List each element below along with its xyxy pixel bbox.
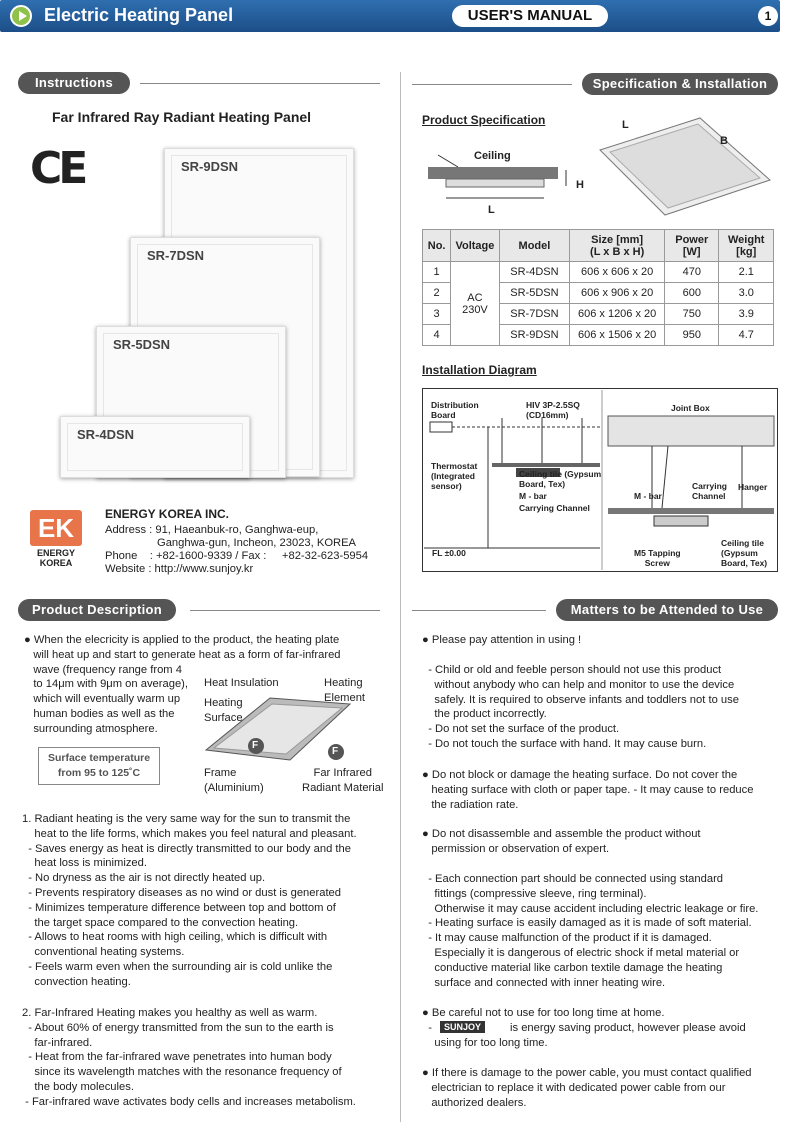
table-cell: 470	[665, 262, 719, 283]
company-website[interactable]: Website : http://www.sunjoy.kr	[105, 563, 254, 575]
column-divider	[400, 72, 401, 1122]
instructions-pill: Instructions	[18, 72, 130, 94]
energy-korea-logo: EK	[30, 510, 82, 546]
m-bar-cross-section	[608, 508, 774, 514]
table-cell: SR-5DSN	[499, 283, 570, 304]
table-cell: 606 x 906 x 20	[570, 283, 665, 304]
description-point-1: 1. Radiant heating is the very same way for the sun to transmit the heat to the life forms, which makes you feel natural and pleasant. - Saves energy as heat is directly transmitted to our body and the heat loss is minimized. - No dryness as the air is not directly heated up. - Prevents respiratory diseases as no wind or dust is generated - Minimizes temperature difference between top and bottom of the target space compared to the convection heating. - Allows to heat rooms with high ceiling, which is difficult with conventional heating systems. - Feels warm even when the surrounding air is cold unlike the convection heating.	[22, 813, 357, 988]
ceiling-bar	[428, 167, 558, 179]
table-cell: 600	[665, 283, 719, 304]
table-header: Model	[499, 230, 570, 262]
matters-pill: Matters to be Attended to Use	[556, 599, 778, 621]
table-cell: 1	[423, 262, 451, 283]
m-bar	[492, 463, 600, 467]
table-cell: 2	[423, 283, 451, 304]
divider	[190, 610, 380, 611]
table-cell: 3.9	[719, 304, 774, 325]
table-header: Weight [kg]	[719, 230, 774, 262]
table-cell: SR-4DSN	[499, 262, 570, 283]
table-cell: 606 x 1506 x 20	[570, 325, 665, 346]
f-label: F	[252, 740, 259, 751]
model-label: SR-9DSN	[181, 159, 239, 174]
table-cell: SR-7DSN	[499, 304, 570, 325]
installation-diagram-title: Installation Diagram	[422, 363, 537, 377]
m-bar-label: M - bar	[519, 491, 547, 501]
fl-label: FL ±0.00	[432, 548, 466, 558]
joint-box-label: Joint Box	[671, 403, 710, 413]
divider	[412, 84, 572, 85]
matters-bullet-4-text: is energy saving product, however please avoid	[510, 1022, 746, 1034]
matters-bullet-4: ● Be careful not to use for too long time at home.	[422, 1007, 665, 1019]
panel-side	[446, 179, 544, 187]
hanger-label: Hanger	[738, 482, 768, 492]
table-header: Power [W]	[665, 230, 719, 262]
model-label: SR-5DSN	[113, 337, 171, 352]
table-header: Size [mm] (L x B x H)	[570, 230, 665, 262]
thermostat-label: Thermostat (Integrated sensor)	[431, 461, 478, 491]
sunjoy-logo: SUNJOY	[440, 1021, 485, 1033]
m-bar-label-2: M - bar	[634, 491, 662, 501]
matters-bullet-1-details: - Child or old and feeble person should not use this product without anybody who can help and monitor to use the device safely. It is required to observe infants and toddlers not to use the product incorrectly. - Do not set the surface of the product. - Do not touch the surface with hand. It may cause burn.	[428, 664, 739, 750]
panel-sr4dsn	[60, 416, 250, 478]
matters-bullet-3-details: - Each connection part should be connected using standard fittings (compressive sleeve, ring terminal). Otherwise it may cause accident including electric leakage or fire. - Heating surface is easily damaged as it is made of soft material. - It may cause malfunction of the product if it is damaged. Especially it is dangerous of electric shock if metal material or conductive material like carbon textile damage the heating surface and connected with inner heating wire.	[428, 873, 759, 989]
model-label: SR-4DSN	[77, 427, 135, 442]
heat-insulation-label: Heat Insulation	[204, 677, 279, 689]
description-point-2: 2. Far-Infrared Heating makes you healthy as well as warm. - About 60% of energy transmitted from the sun to the earth is far-infrared. - Heat from the far-infrared wave penetrates into human body since its wavelength matches with the resonance frequency of the body molecules. - Far-infrared wave activates body cells and increases metabolism.	[22, 1007, 356, 1108]
table-cell: 4	[423, 325, 451, 346]
radiant-material-label: Far Infrared Radiant Material	[302, 767, 384, 794]
surface-temperature-box: Surface temperature from 95 to 125˚C	[38, 747, 160, 785]
company-address-1: Address : 91, Haeanbuk-ro, Ganghwa-eup,	[105, 524, 319, 536]
manual-label: USER'S MANUAL	[452, 5, 608, 27]
frame-label: Frame (Aluminium)	[204, 767, 264, 794]
matters-bullet-4-cont: using for too long time.	[422, 1037, 548, 1049]
matters-bullet-4-dash: -	[422, 1022, 432, 1034]
table-cell: 2.1	[719, 262, 774, 283]
table-cell: 4.7	[719, 325, 774, 346]
h-label: H	[576, 179, 584, 191]
table-row	[423, 262, 774, 283]
product-description-pill: Product Description	[18, 599, 176, 621]
heating-surface-label: Heating Surface	[204, 697, 243, 724]
distribution-label: Distribution Board	[431, 400, 479, 420]
b-label: B	[720, 135, 728, 147]
logo-text: ENERGY KOREA	[36, 548, 75, 568]
table-cell: 3.0	[719, 283, 774, 304]
table-header: Voltage	[451, 230, 499, 262]
play-icon	[10, 5, 32, 27]
dimension-diagram	[420, 110, 800, 225]
matters-bullet-1: ● Please pay attention in using !	[422, 634, 582, 646]
panel-cross-section	[654, 516, 708, 526]
instructions-heading: Far Infrared Ray Radiant Heating Panel	[52, 109, 312, 125]
header-bar	[0, 0, 780, 32]
matters-bullet-5: ● If there is damage to the power cable, you must contact qualified electrician to replace it with dedicated power cable from our authorized dealers.	[422, 1067, 752, 1109]
table-cell: 606 x 1206 x 20	[570, 304, 665, 325]
table-cell: 950	[665, 325, 719, 346]
l-label: L	[488, 204, 495, 216]
page-number: 1	[758, 6, 778, 26]
carrying-channel-label-2: Carrying Channel	[692, 481, 727, 501]
concrete-slab	[608, 416, 774, 446]
divider	[412, 610, 546, 611]
table-cell: SR-9DSN	[499, 325, 570, 346]
spec-table	[422, 229, 774, 346]
table-cell: 3	[423, 304, 451, 325]
l-label-2: L	[622, 119, 629, 131]
m5-label: M5 Tapping Screw	[634, 548, 681, 568]
ceiling-leader	[438, 155, 458, 167]
carrying-channel-label: Carrying Channel	[519, 503, 590, 513]
company-name: ENERGY KOREA INC.	[105, 507, 230, 521]
panel-face	[610, 124, 760, 208]
hiv-label: HIV 3P-2.5SQ (CD16mm)	[526, 400, 580, 420]
table-cell: 606 x 606 x 20	[570, 262, 665, 283]
doc-title: Electric Heating Panel	[44, 5, 234, 25]
voltage-cell: AC 230V	[451, 262, 499, 346]
matters-bullet-3: ● Do not disassemble and assemble the product without permission or observation of expert.	[422, 828, 701, 855]
spec-pill: Specification & Installation	[582, 73, 778, 95]
company-address-2: Ganghwa-gun, Incheon, 23023, KOREA	[157, 537, 357, 549]
f-label: F	[332, 746, 339, 757]
model-label: SR-7DSN	[147, 248, 205, 263]
divider	[140, 83, 380, 84]
ceiling-label: Ceiling	[474, 150, 511, 162]
description-intro: ● When the elecricity is applied to the product, the heating plate will heat up and start to generate heat as a form of far-infrared wave (frequency range from 4 to 14μm with 9μm on average), which will eventually warm up human bodies as well as the surrounding atmosphere.	[24, 634, 341, 735]
matters-bullet-2: ● Do not block or damage the heating surface. Do not cover the heating surface with cloth or paper tape. - It may cause to reduce the radiation rate.	[422, 769, 754, 811]
table-header: No.	[423, 230, 451, 262]
product-spec-title: Product Specification	[422, 113, 546, 127]
ceiling-tile-label-2: Ceiling tile (Gypsum Board, Tex)	[721, 538, 768, 568]
company-phone: Phone : +82-1600-9339 / Fax : +82-32-623-5954	[105, 550, 369, 562]
ceiling-tile-label: Ceiling tile (Gypsum Board, Tex)	[519, 469, 602, 489]
ce-mark: CE	[30, 143, 85, 194]
table-cell: 750	[665, 304, 719, 325]
heating-element-label: Heating Element	[324, 677, 366, 704]
